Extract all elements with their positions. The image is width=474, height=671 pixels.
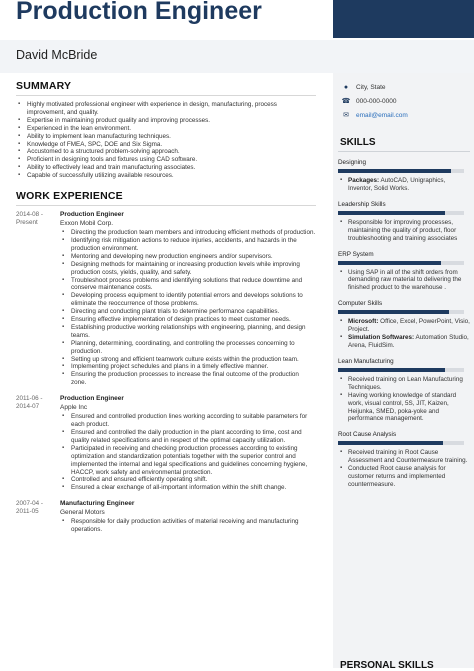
skill-level-fill: [338, 261, 441, 265]
contact-location: [341, 81, 471, 95]
skill-bullets: [338, 269, 470, 293]
skill-level-fill: [338, 310, 449, 314]
skill-bullet-text: Responsible for improving processes, maintaining the quality of product, floor troubleshooting and training associates: [348, 218, 458, 242]
job-dates: 2014-08 - Present: [16, 211, 43, 226]
job-bullet: ▪ Developing process equipment to identify potential errors and develops solutions to eliminate the reoccurrence of those problems.: [60, 292, 316, 308]
job-bullet: ▪ Responsible for daily production activities of material receiving and manufacturing operations.: [60, 518, 316, 534]
skill-name: ERP System: [338, 250, 374, 258]
main-column: [16, 80, 316, 542]
skill-bullet-text: Conducted Root cause analysis for customer returns and implemented countermeasure.: [348, 465, 446, 488]
job-bullets: [60, 518, 316, 534]
experience-divider: [16, 205, 316, 206]
skill-name: Lean Manufacturing: [338, 357, 394, 365]
job-bullet: ▪ Setting up strong and efficient teamwork culture exists within the production team.: [60, 356, 316, 364]
contact-info: [341, 81, 471, 123]
skill-bullet: [338, 392, 470, 424]
job-bullet: ▪ Ensured and controlled the daily production in the plant according to time, cost and quality related specifications and in respect of the optimal capacity utilization.: [60, 429, 316, 445]
job-bullet: ▪ Directing and conducting plant trials to determine performance capabilities.: [60, 308, 316, 316]
summary-item: ▪ Proficient in designing tools and fixtures using CAD software.: [16, 156, 316, 164]
job-bullet: ▪ Identifying risk mitigation actions to reduce injuries, accidents, and hazards in the production environment.: [60, 237, 316, 253]
sidebar-header-block: [333, 0, 474, 38]
phone-icon: ☎: [341, 98, 351, 105]
skill-bullet-label: Packages:: [348, 177, 380, 184]
summary-item: ▪ Ability to effectively lead and train manufacturing associates.: [16, 164, 316, 172]
job-role: Production Engineer: [60, 395, 124, 403]
location-text: City, State: [356, 84, 386, 91]
skill-bullets: [338, 177, 470, 193]
summary-heading: SUMMARY: [16, 80, 72, 92]
job-bullet: ▪ Troubleshoot process problems and identifying solutions that reduce downtime and conserve maintenance costs.: [60, 277, 316, 293]
job-entry: [16, 500, 316, 534]
skill-bullet: [338, 318, 470, 334]
skill-bullet-text: Received training on Lean Manufacturing Techniques.: [348, 375, 463, 391]
skill-level-bar: [338, 368, 464, 372]
summary-item: ▪ Capable of successfully utilizing available resources.: [16, 172, 316, 180]
skill-bullets: [338, 219, 470, 243]
job-entry: [16, 395, 316, 492]
job-bullet: ▪ Implementing project schedules and plans in a timely effective manner.: [60, 363, 316, 371]
job-dates: 2011-06 - 2014-07: [16, 395, 43, 411]
skill-bullet: [338, 449, 470, 465]
skills-divider: [338, 151, 470, 152]
skill-bullet-text: Having working knowledge of standard work, visual control, 5S, JIT, Kaizen, Heijunka, SMED, poka-yoke and performance management.: [348, 391, 457, 423]
job-bullet: ▪ Planning, determining, coordinating, and controlling the processes concerning to production.: [60, 340, 316, 356]
skill-bullet: [338, 465, 470, 489]
candidate-name: David McBride: [16, 48, 98, 62]
skill-bullet-label: Simulation Softwares:: [348, 334, 415, 342]
skill-entry: [338, 300, 470, 350]
summary-item: ▪ Highly motivated professional engineer with experience in design, manufacturing, process improvement, and quality.: [16, 101, 316, 117]
skill-bullet-text: Using SAP in all of the shift orders from demanding raw material to delivering the finished product to the warehouse .: [348, 268, 462, 292]
summary-item: ▪ Accustomed to a structured problem-solving approach.: [16, 148, 316, 156]
skill-entry: [338, 201, 470, 243]
skill-level-bar: [338, 261, 464, 265]
job-bullet: ▪ Controlled and ensured efficiently operating shift.: [60, 476, 316, 484]
summary-list: [16, 101, 316, 180]
email-link[interactable]: email@email.com: [356, 112, 408, 119]
summary-item: ▪ Ability to implement lean manufacturing techniques.: [16, 133, 316, 141]
job-role: Production Engineer: [60, 211, 124, 219]
summary-item: ▪ Knowledge of FMEA, SPC, DOE and Six Sigma.: [16, 141, 316, 149]
skill-bullet-text: AutoCAD, Unigraphics, Inventor, Solid Works.: [348, 177, 446, 192]
skill-bullets: [338, 449, 470, 489]
job-bullet: ▪ Directing the production team members and introducing efficient methods of production.: [60, 229, 316, 237]
job-list: [16, 211, 316, 534]
skill-bullets: [338, 376, 470, 423]
job-role: Manufacturing Engineer: [60, 500, 135, 508]
job-bullet: ▪ Ensuring the production processes to increase the final outcome of the production zone.: [60, 371, 316, 387]
skill-entry: [338, 358, 470, 423]
skills-list: [338, 159, 470, 489]
skill-bullet: [338, 334, 470, 350]
skill-level-fill: [338, 368, 445, 372]
skill-level-bar: [338, 169, 464, 173]
skill-bullet-label: Microsoft:: [348, 318, 379, 326]
summary-divider: [16, 95, 316, 96]
skill-level-bar: [338, 211, 464, 215]
job-bullet: ▪ Ensured a clear exchange of all-important information within the shift change.: [60, 484, 316, 492]
skill-bullet-text: Office, Excel, PowerPoint, Visio, Project.: [348, 318, 470, 334]
job-bullet: ▪ Mentoring and developing new production engineers and/or supervisors.: [60, 253, 316, 261]
job-bullet: ▪ Participated in receiving and checking production processes according to existing optimization and standardization potentials together with the superior control and implemented the internal and legal specifications and guidelines concerning hygiene, HACCP, work safety and environmental protection.: [60, 445, 316, 477]
summary-item: ▪ Expertise in maintaining product quality and improving processes.: [16, 117, 316, 125]
summary-item: ▪ Experienced in the lean environment.: [16, 125, 316, 133]
skill-level-bar: [338, 441, 464, 445]
skill-level-fill: [338, 441, 443, 445]
contact-phone: [341, 95, 471, 109]
email-icon: ✉: [343, 112, 349, 119]
skill-entry: [338, 159, 470, 193]
skill-name: Leadership Skills: [338, 200, 386, 208]
map-marker-icon: ●: [343, 84, 349, 91]
skill-level-fill: [338, 211, 445, 215]
skill-name: Designing: [338, 159, 367, 166]
job-bullet: ▪ Designing methods for maintaining or increasing production levels while improving production costs, yields, quality, and safety.: [60, 261, 316, 277]
skills-section: [338, 137, 470, 497]
job-company: General Motors: [60, 509, 105, 517]
personal-skills-heading: PERSONAL SKILLS: [340, 660, 434, 671]
skill-bullet-text: Automation Studio, Arena, FluidSim.: [348, 334, 469, 349]
job-bullet: ▪ Ensuring effective implementation of design practices to meet customer needs.: [60, 316, 316, 324]
skill-bullet: [338, 269, 470, 293]
skill-name: Computer Skills: [338, 300, 383, 308]
experience-heading: WORK EXPERIENCE: [16, 190, 123, 203]
page-title: Production Engineer: [16, 0, 262, 25]
job-bullets: [60, 413, 316, 492]
job-bullet: ▪ Establishing productive working relationships with engineering, planning, and design teams.: [60, 324, 316, 340]
job-company: Apple Inc: [60, 404, 88, 412]
job-dates: 2007-04 - 2011-05: [16, 500, 43, 516]
skill-bullet: [338, 376, 470, 392]
skill-level-fill: [338, 169, 451, 173]
job-company: Exxon Mobil Corp.: [60, 220, 114, 228]
skill-bullet: [338, 177, 470, 193]
job-bullets: [60, 229, 316, 387]
skill-bullets: [338, 318, 470, 350]
skills-heading: SKILLS: [340, 137, 376, 148]
phone-text: 000-000-0000: [356, 98, 397, 105]
skill-bullet-text: Received training in Root Cause Assessment and Countermeasure training.: [348, 449, 468, 465]
skill-bullet: [338, 219, 470, 243]
job-bullet: ▪ Ensured and controlled production lines working according to suitable parameters for each product.: [60, 413, 316, 429]
contact-email: [341, 109, 471, 123]
job-entry: [16, 211, 316, 387]
skill-entry: [338, 431, 470, 489]
skill-name: Root Cause Analysis: [338, 431, 397, 439]
skill-level-bar: [338, 310, 464, 314]
skill-entry: [338, 251, 470, 293]
